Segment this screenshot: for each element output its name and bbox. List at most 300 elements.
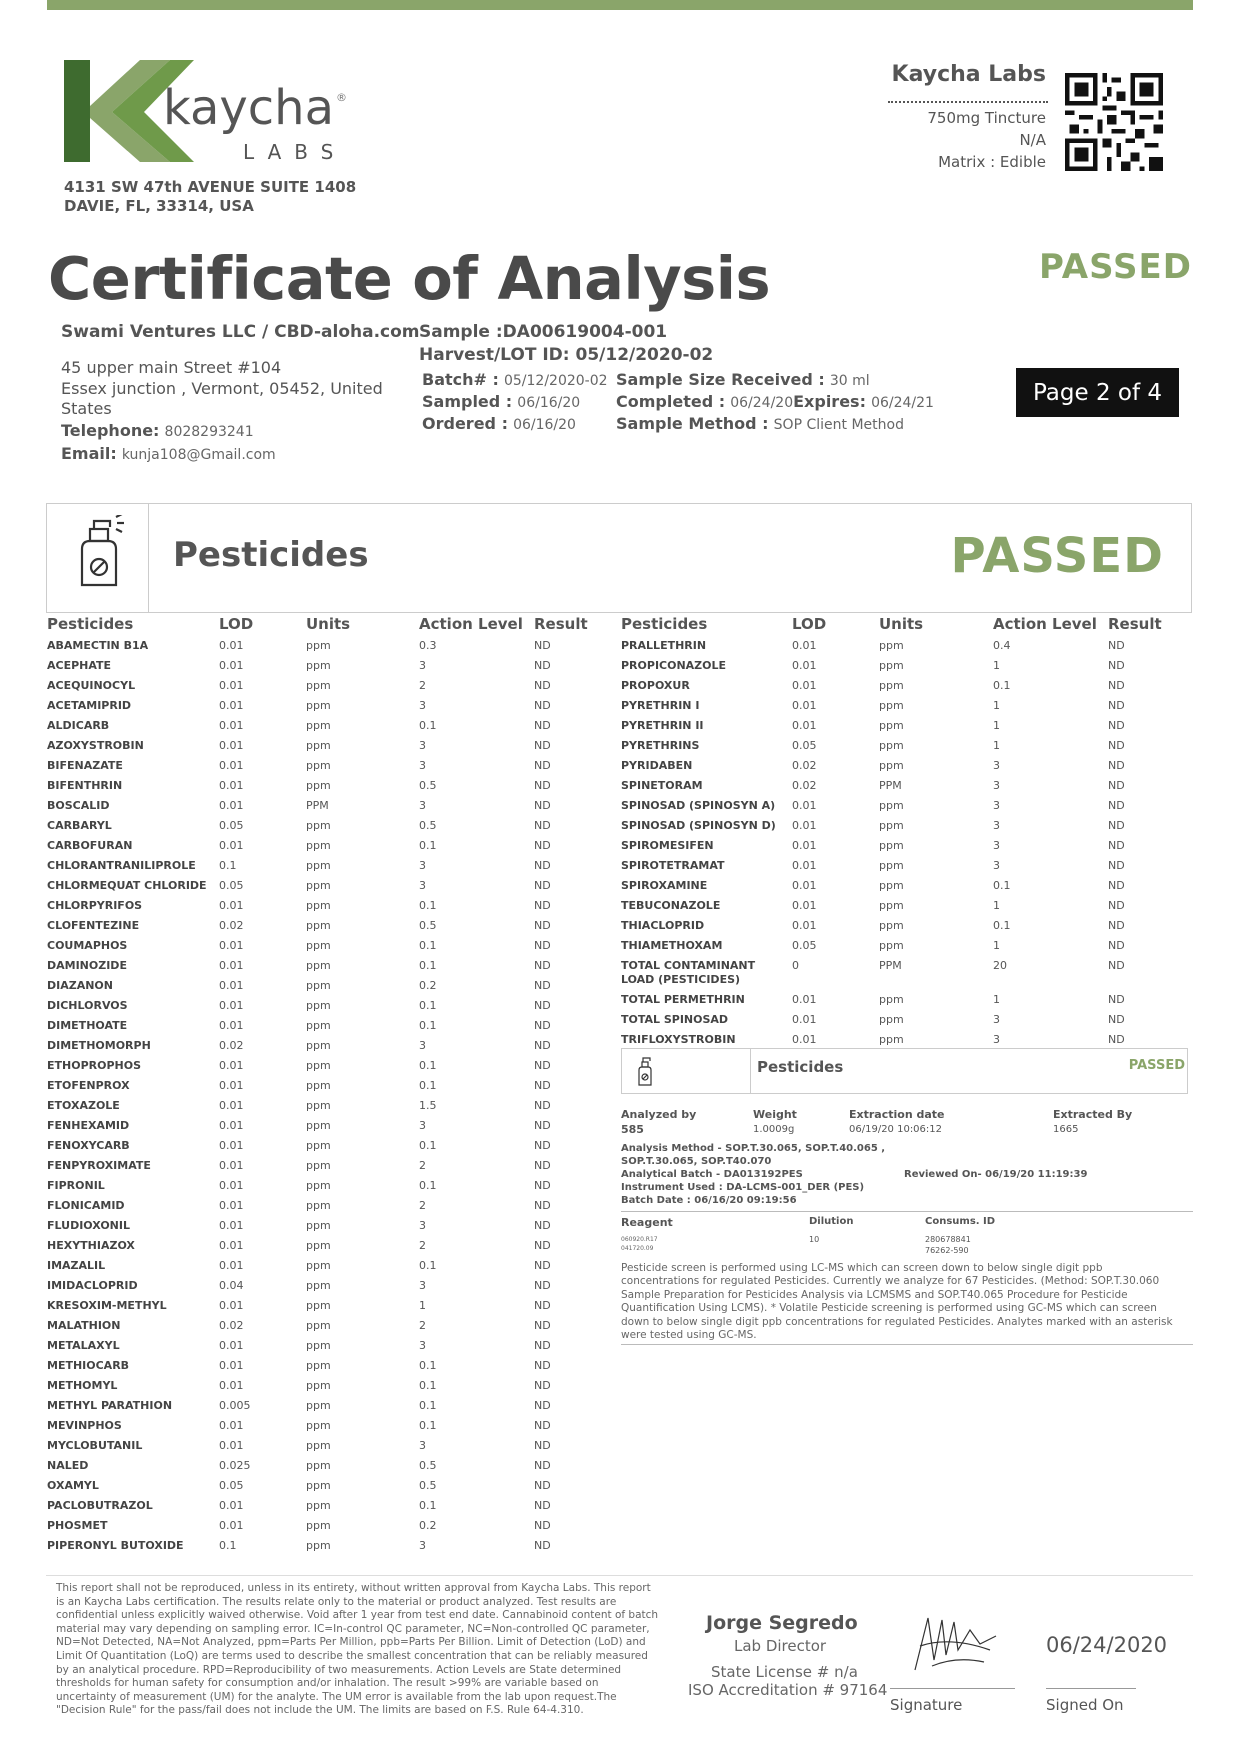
pesticide-name: SPINETORAM xyxy=(621,779,703,792)
units-value: ppm xyxy=(306,1479,331,1492)
result-value: ND xyxy=(534,1079,551,1092)
action-level-value: 0.5 xyxy=(419,819,437,832)
action-level-value: 2 xyxy=(419,1159,426,1172)
result-value: ND xyxy=(534,1479,551,1492)
table-row xyxy=(47,1039,607,1059)
pesticide-name: IMIDACLOPRID xyxy=(47,1279,138,1292)
client-name: Swami Ventures LLC / CBD-aloha.com xyxy=(61,322,420,342)
result-value: ND xyxy=(534,1379,551,1392)
units-value: ppm xyxy=(879,1013,904,1026)
units-value: ppm xyxy=(879,739,904,752)
email-label: Email: xyxy=(61,444,117,463)
analyzed-by-value: 585 xyxy=(621,1123,644,1136)
action-level-value: 0.1 xyxy=(419,1499,437,1512)
units-value: ppm xyxy=(879,699,904,712)
result-value: ND xyxy=(534,879,551,892)
left-col-lod: LOD xyxy=(219,615,254,633)
pesticide-name: TOTAL CONTAMINANT LOAD (PESTICIDES) xyxy=(621,959,756,986)
action-level-value: 0.1 xyxy=(993,879,1011,892)
table-row xyxy=(621,993,1186,1013)
lod-value: 0.01 xyxy=(219,739,244,752)
pesticide-name: ALDICARB xyxy=(47,719,110,732)
sample-id xyxy=(419,322,667,342)
qr-code-icon[interactable] xyxy=(1065,73,1163,171)
lod-value: 0.01 xyxy=(219,1219,244,1232)
lod-value: 0.02 xyxy=(219,919,244,932)
units-value: ppm xyxy=(306,979,331,992)
action-level-value: 0.1 xyxy=(993,919,1011,932)
units-value: ppm xyxy=(879,799,904,812)
extraction-date-label: Extraction date xyxy=(849,1108,945,1121)
result-value: ND xyxy=(1108,879,1125,892)
table-row xyxy=(47,1119,607,1139)
units-value: ppm xyxy=(306,859,331,872)
left-col-action-level: Action Level xyxy=(419,615,523,633)
action-level-value: 1 xyxy=(419,1299,426,1312)
pesticide-name: ETHOPROPHOS xyxy=(47,1059,141,1072)
table-row xyxy=(47,919,607,939)
units-value: ppm xyxy=(306,1379,331,1392)
units-value: ppm xyxy=(306,1119,331,1132)
table-row xyxy=(47,839,607,859)
action-level-value: 3 xyxy=(993,819,1000,832)
table-row xyxy=(47,1059,607,1079)
units-value: ppm xyxy=(306,1179,331,1192)
table-row xyxy=(47,779,607,799)
result-value: ND xyxy=(534,899,551,912)
result-value: ND xyxy=(534,919,551,932)
pesticide-name: ACETAMIPRID xyxy=(47,699,132,712)
units-value: ppm xyxy=(306,1239,331,1252)
units-value: ppm xyxy=(306,939,331,952)
units-value: ppm xyxy=(306,1519,331,1532)
result-value: ND xyxy=(1108,699,1125,712)
result-value: ND xyxy=(1108,779,1125,792)
result-value: ND xyxy=(534,1059,551,1072)
action-level-value: 3 xyxy=(993,759,1000,772)
units-value: ppm xyxy=(306,1339,331,1352)
units-value: ppm xyxy=(879,859,904,872)
action-level-value: 0.4 xyxy=(993,639,1011,652)
pesticide-name: OXAMYL xyxy=(47,1479,99,1492)
pesticide-name: PYRETHRIN I xyxy=(621,699,700,712)
analytical-batch-value: DA013192PES xyxy=(723,1169,803,1180)
action-level-value: 3 xyxy=(419,699,426,712)
lab-name: Kaycha Labs xyxy=(891,62,1046,87)
batch-date-value: 06/16/20 09:19:56 xyxy=(694,1195,797,1206)
lod-value: 0.01 xyxy=(219,659,244,672)
pesticide-name: METHYL PARATHION xyxy=(47,1399,173,1412)
result-value: ND xyxy=(534,979,551,992)
result-value: ND xyxy=(534,699,551,712)
section-header-divider xyxy=(148,503,149,613)
lod-value: 0.01 xyxy=(792,879,817,892)
pesticide-name: SPINOSAD (SPINOSYN A) xyxy=(621,799,776,812)
units-value: ppm xyxy=(306,1079,331,1092)
result-value: ND xyxy=(534,839,551,852)
lod-value: 0.05 xyxy=(219,1479,244,1492)
result-value: ND xyxy=(534,819,551,832)
pesticide-name: DIMETHOMORPH xyxy=(47,1039,151,1052)
action-level-value: 0.2 xyxy=(419,1519,437,1532)
pesticide-name: CHLORPYRIFOS xyxy=(47,899,143,912)
right-results-table xyxy=(621,639,1186,1053)
table-row xyxy=(47,1339,607,1359)
lod-value: 0.01 xyxy=(219,1499,244,1512)
sampled-value: 06/16/20 xyxy=(517,395,581,411)
result-value: ND xyxy=(534,1319,551,1332)
pesticide-name: AZOXYSTROBIN xyxy=(47,739,144,752)
units-value: ppm xyxy=(306,959,331,972)
table-row xyxy=(47,1259,607,1279)
pesticide-name: TEBUCONAZOLE xyxy=(621,899,721,912)
method-value: SOP Client Method xyxy=(773,417,904,433)
table-row xyxy=(47,659,607,679)
table-row xyxy=(47,899,607,919)
result-value: ND xyxy=(534,1439,551,1452)
units-value: ppm xyxy=(306,1279,331,1292)
action-level-value: 0.1 xyxy=(419,1179,437,1192)
units-value: ppm xyxy=(879,1033,904,1046)
action-level-value: 0.2 xyxy=(419,979,437,992)
result-value: ND xyxy=(1108,993,1125,1006)
units-value: ppm xyxy=(879,639,904,652)
table-row xyxy=(47,859,607,879)
lod-value: 0.01 xyxy=(792,1033,817,1046)
batch-number xyxy=(422,370,608,389)
dotted-divider xyxy=(888,101,1048,103)
reagent-value-2: 041720.09 xyxy=(621,1245,654,1252)
table-row xyxy=(621,839,1186,859)
pesticide-name: THIACLOPRID xyxy=(621,919,705,932)
table-row xyxy=(47,1439,607,1459)
pesticide-name: FENHEXAMID xyxy=(47,1119,130,1132)
lod-value: 0.01 xyxy=(219,639,244,652)
table-row xyxy=(47,1299,607,1319)
analysis-method xyxy=(621,1143,885,1154)
pesticide-name: PIPERONYL BUTOXIDE xyxy=(47,1539,184,1552)
table-row xyxy=(47,1079,607,1099)
action-level-value: 0.3 xyxy=(419,639,437,652)
units-value: ppm xyxy=(879,879,904,892)
units-value: ppm xyxy=(306,639,331,652)
client-address-line3: States xyxy=(61,399,112,418)
size-value: 30 ml xyxy=(829,373,870,389)
table-row xyxy=(621,639,1186,659)
pesticide-name: MEVINPHOS xyxy=(47,1419,122,1432)
lod-value: 0.01 xyxy=(219,899,244,912)
table-row xyxy=(621,699,1186,719)
pesticide-name: COUMAPHOS xyxy=(47,939,128,952)
units-value: ppm xyxy=(879,839,904,852)
table-row xyxy=(47,1199,607,1219)
completed-value: 06/24/20 xyxy=(730,395,794,411)
batch-value: 05/12/2020-02 xyxy=(503,373,608,389)
dilution-label: Dilution xyxy=(809,1216,854,1227)
lod-value: 0.01 xyxy=(219,1339,244,1352)
pesticide-name: CHLORANTRANILIPROLE xyxy=(47,859,196,872)
divider xyxy=(621,1344,1193,1345)
result-value: ND xyxy=(534,1199,551,1212)
result-value: ND xyxy=(1108,639,1125,652)
result-value: ND xyxy=(1108,899,1125,912)
units-value: ppm xyxy=(879,939,904,952)
action-level-value: 0.1 xyxy=(419,1079,437,1092)
lod-value: 0.01 xyxy=(792,679,817,692)
action-level-value: 1 xyxy=(993,699,1000,712)
units-value: ppm xyxy=(306,819,331,832)
pesticide-name: NALED xyxy=(47,1459,89,1472)
result-value: ND xyxy=(534,1139,551,1152)
action-level-value: 0.1 xyxy=(419,719,437,732)
consums-id-label: Consums. ID xyxy=(925,1216,996,1227)
pesticide-name: SPIROTETRAMAT xyxy=(621,859,725,872)
action-level-value: 2 xyxy=(419,1239,426,1252)
table-row xyxy=(47,1479,607,1499)
units-value: ppm xyxy=(306,1539,331,1552)
lod-value: 0.01 xyxy=(219,999,244,1012)
lod-value: 0.01 xyxy=(219,779,244,792)
extraction-date-value: 06/19/20 10:06:12 xyxy=(849,1124,943,1135)
action-level-value: 3 xyxy=(993,779,1000,792)
result-value: ND xyxy=(534,939,551,952)
result-value: ND xyxy=(534,859,551,872)
action-level-value: 2 xyxy=(419,679,426,692)
result-value: ND xyxy=(534,659,551,672)
product-type: N/A xyxy=(1019,131,1046,149)
units-value: ppm xyxy=(879,993,904,1006)
table-row xyxy=(621,659,1186,679)
instrument-used xyxy=(621,1182,864,1193)
analysis-summary-status: PASSED xyxy=(1128,1058,1185,1073)
table-row xyxy=(47,679,607,699)
consums-value-1: 280678841 xyxy=(925,1235,971,1244)
analysis-method-line2: SOP.T.30.065, SOP.T40.070 xyxy=(621,1156,772,1167)
analysis-summary-box xyxy=(621,1048,1188,1094)
signer-name: Jorge Segredo xyxy=(706,1612,858,1634)
units-value: ppm xyxy=(306,659,331,672)
analysis-summary-title: Pesticides xyxy=(757,1058,844,1076)
lod-value: 0.01 xyxy=(792,719,817,732)
lod-value: 0.01 xyxy=(219,1059,244,1072)
lod-value: 0.02 xyxy=(219,1319,244,1332)
logo-subtitle: LABS xyxy=(243,140,347,164)
result-value: ND xyxy=(1108,859,1125,872)
table-row xyxy=(47,1279,607,1299)
table-row xyxy=(47,819,607,839)
dilution-value: 10 xyxy=(809,1235,820,1244)
lod-value: 0.01 xyxy=(792,899,817,912)
units-value: ppm xyxy=(306,699,331,712)
action-level-value: 0.5 xyxy=(419,1459,437,1472)
right-col-result: Result xyxy=(1108,615,1162,633)
batch-date-label: Batch Date : xyxy=(621,1195,691,1206)
table-row xyxy=(47,1159,607,1179)
result-value: ND xyxy=(534,1219,551,1232)
lod-value: 0.01 xyxy=(219,1299,244,1312)
units-value: ppm xyxy=(306,679,331,692)
pesticide-name: PROPOXUR xyxy=(621,679,690,692)
pesticide-name: FENPYROXIMATE xyxy=(47,1159,151,1172)
result-value: ND xyxy=(534,799,551,812)
client-telephone xyxy=(61,421,254,440)
pesticide-name: ETOFENPROX xyxy=(47,1079,130,1092)
lod-value: 0.02 xyxy=(792,779,817,792)
action-level-value: 0.1 xyxy=(419,1259,437,1272)
pesticide-name: DIAZANON xyxy=(47,979,113,992)
action-level-value: 3 xyxy=(993,839,1000,852)
signer-role: Lab Director xyxy=(734,1637,827,1655)
units-value: ppm xyxy=(879,919,904,932)
lod-value: 0.01 xyxy=(219,959,244,972)
lod-value: 0.01 xyxy=(792,859,817,872)
lod-value: 0.01 xyxy=(219,1079,244,1092)
action-level-value: 1 xyxy=(993,739,1000,752)
result-value: ND xyxy=(1108,819,1125,832)
table-row xyxy=(47,1519,607,1539)
result-value: ND xyxy=(534,1039,551,1052)
action-level-value: 0.5 xyxy=(419,1479,437,1492)
lod-value: 0.01 xyxy=(792,799,817,812)
units-value: PPM xyxy=(879,959,902,972)
result-value: ND xyxy=(1108,759,1125,772)
table-row xyxy=(47,739,607,759)
action-level-value: 3 xyxy=(419,859,426,872)
action-level-value: 3 xyxy=(419,799,426,812)
pesticide-name: METALAXYL xyxy=(47,1339,120,1352)
sample-method xyxy=(616,414,904,433)
pesticide-name: BIFENTHRIN xyxy=(47,779,123,792)
ordered-label: Ordered : xyxy=(422,414,508,433)
result-value: ND xyxy=(534,1119,551,1132)
result-value: ND xyxy=(534,1259,551,1272)
harvest-lot xyxy=(419,345,713,365)
units-value: ppm xyxy=(306,1499,331,1512)
action-level-value: 1.5 xyxy=(419,1099,437,1112)
result-value: ND xyxy=(1108,799,1125,812)
logo-registered-mark: ® xyxy=(336,91,347,104)
table-row xyxy=(47,639,607,659)
right-col-action-level: Action Level xyxy=(993,615,1097,633)
lod-value: 0.01 xyxy=(792,819,817,832)
units-value: ppm xyxy=(306,1139,331,1152)
lod-value: 0.01 xyxy=(792,919,817,932)
result-value: ND xyxy=(534,1159,551,1172)
reagent-label: Reagent xyxy=(621,1216,673,1229)
lod-value: 0.01 xyxy=(219,1379,244,1392)
table-row xyxy=(47,699,607,719)
table-row xyxy=(47,1399,607,1419)
result-value: ND xyxy=(1108,679,1125,692)
action-level-value: 20 xyxy=(993,959,1007,972)
result-value: ND xyxy=(534,719,551,732)
lod-value: 0.025 xyxy=(219,1459,251,1472)
result-value: ND xyxy=(534,999,551,1012)
units-value: ppm xyxy=(306,879,331,892)
lod-value: 0.005 xyxy=(219,1399,251,1412)
expires-label: Expires: xyxy=(793,392,866,411)
table-row xyxy=(47,1539,607,1559)
pesticide-name: HEXYTHIAZOX xyxy=(47,1239,135,1252)
pesticide-name: DAMINOZIDE xyxy=(47,959,127,972)
pesticide-name: IMAZALIL xyxy=(47,1259,106,1272)
top-accent-bar xyxy=(47,0,1193,10)
table-row xyxy=(621,759,1186,779)
units-value: ppm xyxy=(306,1199,331,1212)
action-level-value: 3 xyxy=(419,739,426,752)
lod-value: 0.01 xyxy=(792,1013,817,1026)
lod-value: 0.01 xyxy=(219,1019,244,1032)
ordered-date xyxy=(422,414,576,433)
pesticide-name: PHOSMET xyxy=(47,1519,108,1532)
client-address-line2: Essex junction , Vermont, 05452, United xyxy=(61,379,383,398)
lod-value: 0.01 xyxy=(219,759,244,772)
lod-value: 0.02 xyxy=(792,759,817,772)
lod-value: 0.02 xyxy=(219,1039,244,1052)
action-level-value: 3 xyxy=(419,759,426,772)
weight-label: Weight xyxy=(753,1108,797,1121)
table-row xyxy=(47,979,607,999)
lod-value: 0.01 xyxy=(792,839,817,852)
table-row xyxy=(47,1019,607,1039)
table-row xyxy=(621,719,1186,739)
result-value: ND xyxy=(534,739,551,752)
result-value: ND xyxy=(1108,1033,1125,1046)
reagent-value-1: 060920.R17 xyxy=(621,1236,658,1243)
units-value: ppm xyxy=(306,1359,331,1372)
lod-value: 0.01 xyxy=(219,839,244,852)
pesticide-name: SPINOSAD (SPINOSYN D) xyxy=(621,819,776,832)
pesticide-name: CHLORMEQUAT CHLORIDE xyxy=(47,879,207,892)
pesticide-name: ETOXAZOLE xyxy=(47,1099,120,1112)
action-level-value: 3 xyxy=(993,1033,1000,1046)
ordered-value: 06/16/20 xyxy=(513,417,576,433)
pesticide-name: FLONICAMID xyxy=(47,1199,125,1212)
client-address-line1: 45 upper main Street #104 xyxy=(61,358,282,377)
analytical-batch-label: Analytical Batch - xyxy=(621,1169,721,1180)
result-value: ND xyxy=(534,679,551,692)
result-value: ND xyxy=(534,759,551,772)
action-level-value: 0.1 xyxy=(419,959,437,972)
batch-date xyxy=(621,1195,797,1206)
instrument-label: Instrument Used : xyxy=(621,1182,723,1193)
pesticide-name: THIAMETHOXAM xyxy=(621,939,723,952)
result-value: ND xyxy=(534,1539,551,1552)
action-level-value: 0.1 xyxy=(419,1019,437,1032)
units-value: ppm xyxy=(306,1319,331,1332)
result-value: ND xyxy=(534,779,551,792)
disclaimer-text: This report shall not be reproduced, unless in its entirety, without written approval from Kaycha Labs. This report is an Kaycha Labs certification. The results relate only to the material or product analyzed. Test results are confidential unless explicitly waived otherwise. Void after 1 year from test end date. Cannabinoid content of batch material may vary depending on sampling error. IC=In-control QC parameter, NC=Non-controlled QC parameter, ND=Not Detected, NA=Not Analyzed, ppm=Parts Per Million, ppb=Parts Per Billion. Limit of Detection (LoD) and Limit Of Quantitation (LoQ) are terms used to describe the smallest concentration that can be reliably measured by an analytical procedure. RPD=Reproducibility of two measurements. Action Levels are State determined thresholds for human safety for consumption and/or inhalation. The result >99% are variable based on uncertainty of measurement (UM) for the analyte. The UM error is available from the lab upon request.The "Decision Rule" for the pass/fail does not include the UM. The limits are based on F.S. Rule 64-4.310. xyxy=(56,1582,659,1717)
action-level-value: 3 xyxy=(419,879,426,892)
lod-value: 0.05 xyxy=(219,879,244,892)
reviewed-on xyxy=(904,1169,1087,1180)
pesticide-name: DIMETHOATE xyxy=(47,1019,128,1032)
page-title: Certificate of Analysis xyxy=(48,244,771,313)
action-level-value: 3 xyxy=(419,1039,426,1052)
units-value: ppm xyxy=(879,719,904,732)
action-level-value: 0.1 xyxy=(419,1059,437,1072)
table-row xyxy=(47,1459,607,1479)
units-value: PPM xyxy=(879,779,902,792)
lod-value: 0.01 xyxy=(219,1119,244,1132)
action-level-value: 3 xyxy=(993,859,1000,872)
units-value: ppm xyxy=(306,1419,331,1432)
telephone-value: 8028293241 xyxy=(164,424,254,440)
action-level-value: 1 xyxy=(993,939,1000,952)
result-value: ND xyxy=(534,1499,551,1512)
units-value: ppm xyxy=(306,899,331,912)
table-row xyxy=(47,939,607,959)
